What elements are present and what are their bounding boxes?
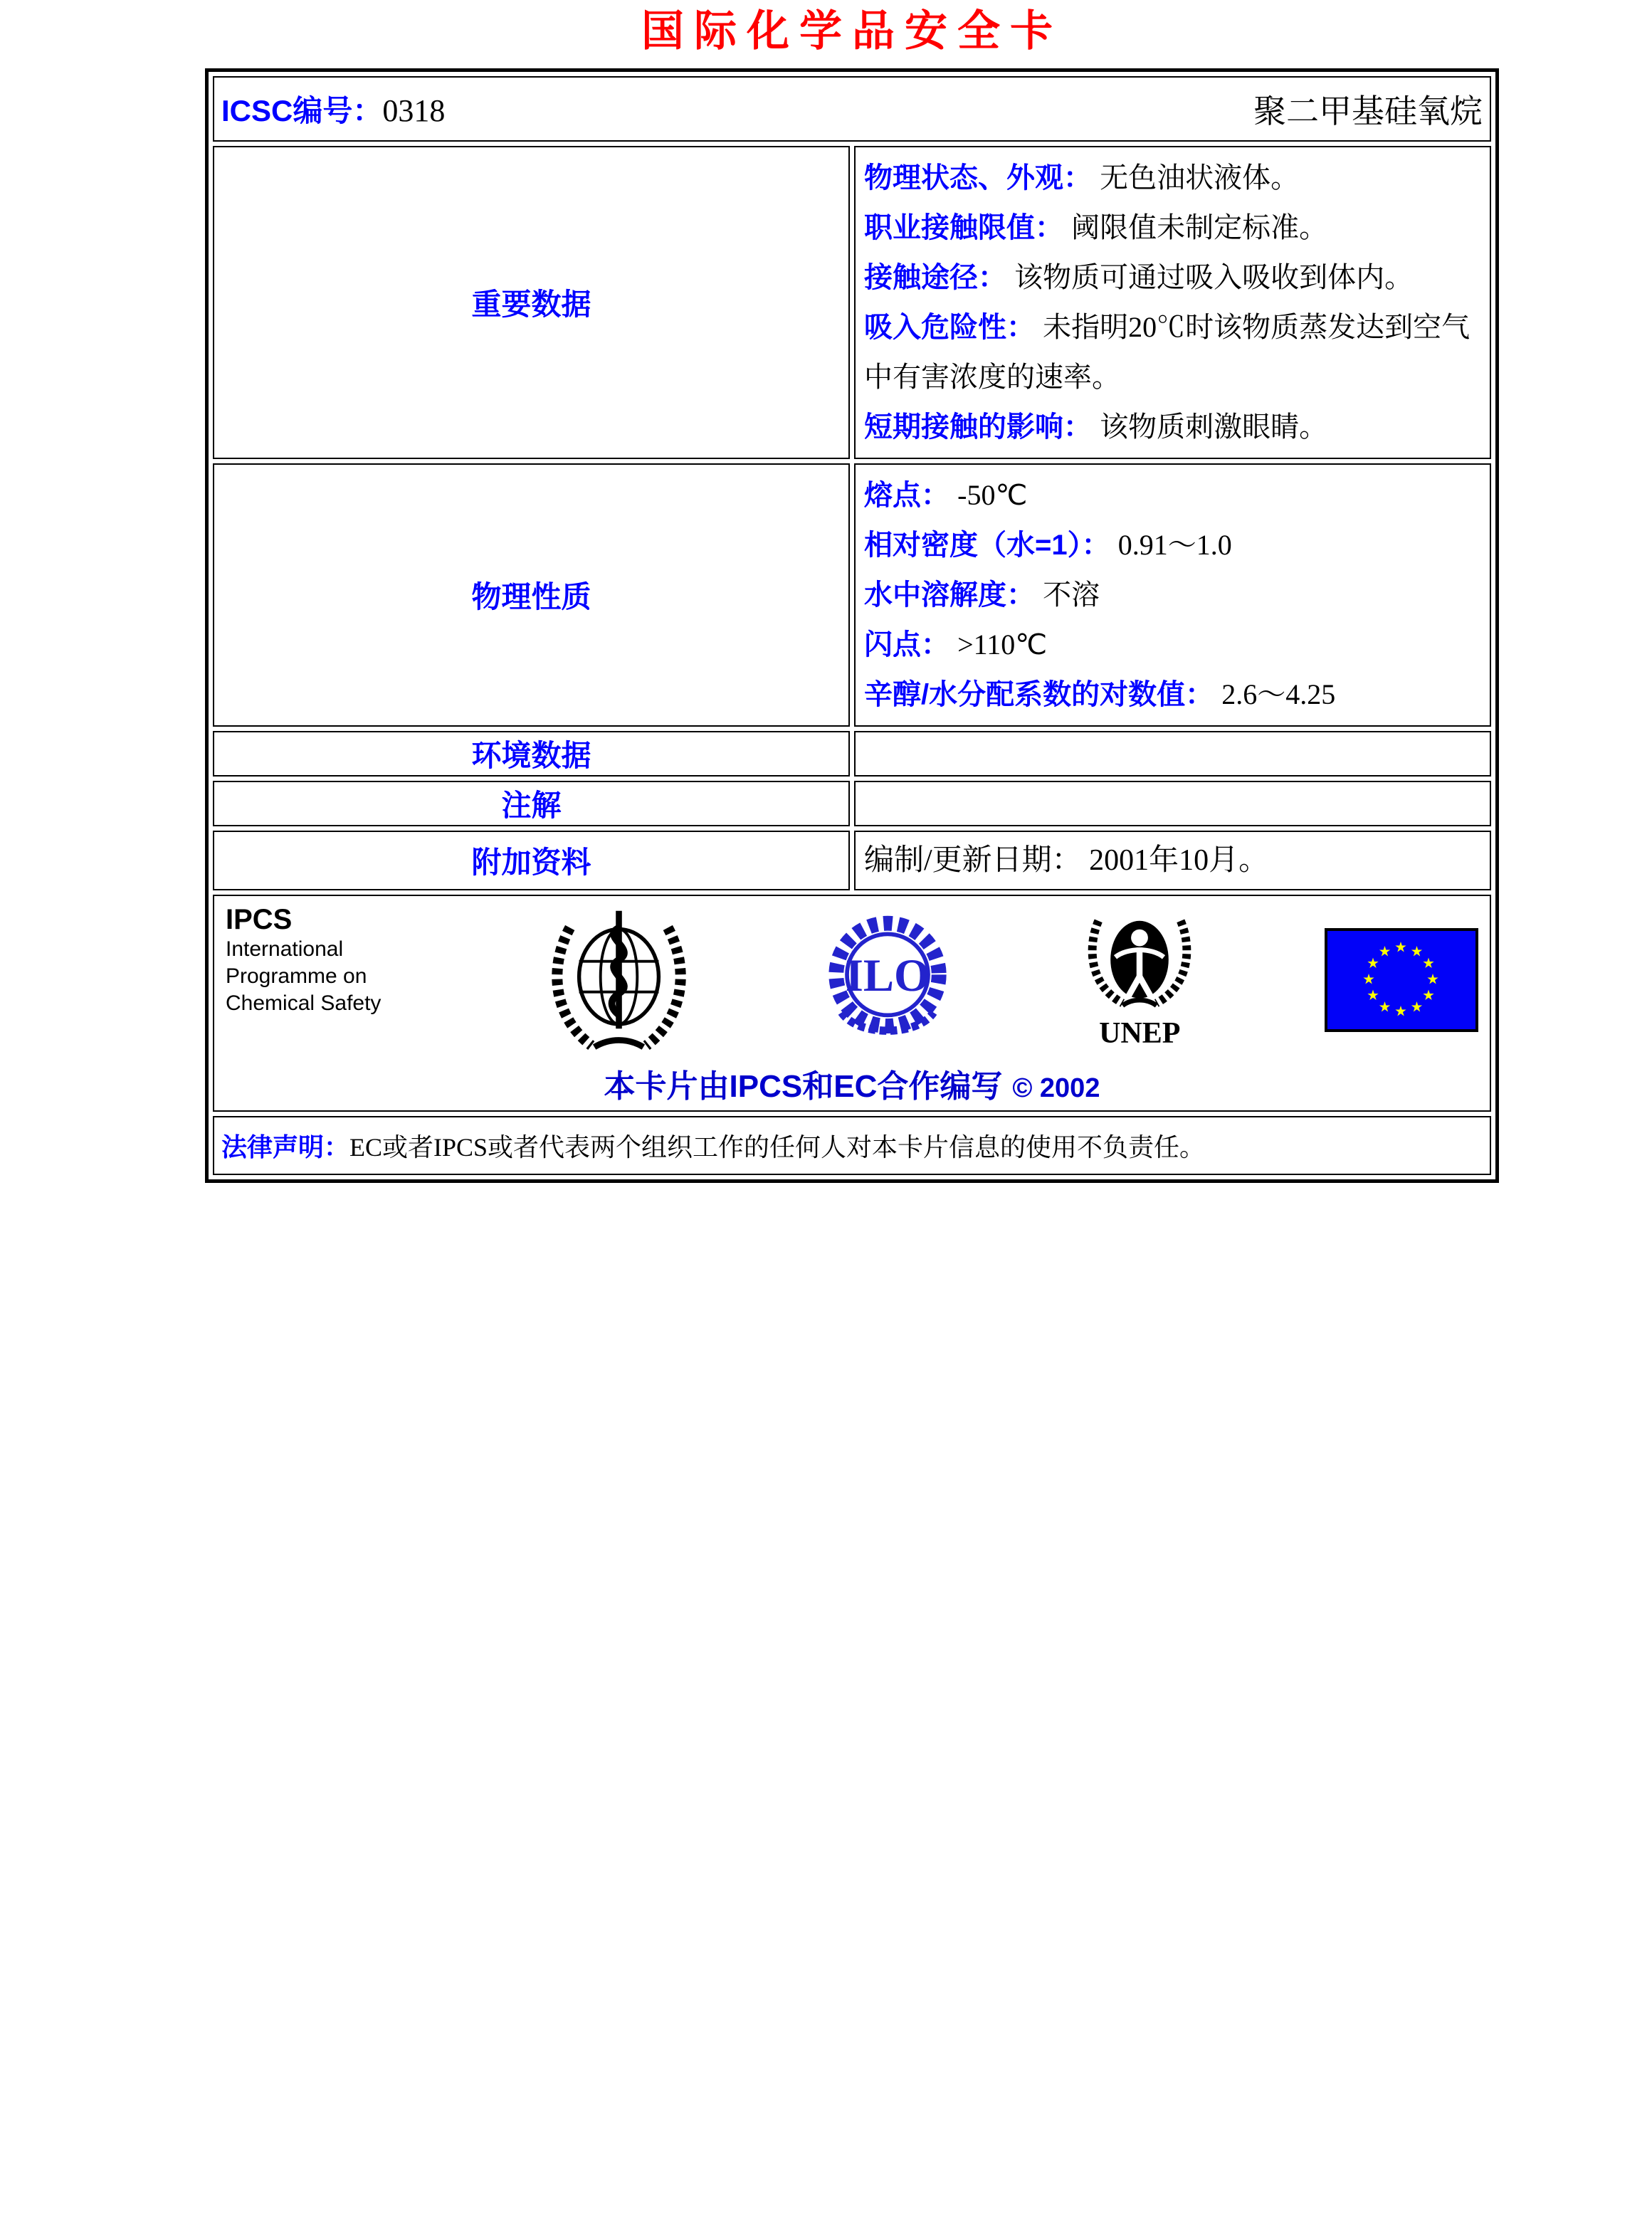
copyright-text: © 2002	[1012, 1073, 1100, 1103]
line-label: 相对密度（水=1）：	[864, 530, 1110, 561]
line-value: 该物质刺激眼睛。	[1100, 411, 1328, 443]
line-label: 接触途径：	[864, 262, 1006, 293]
eu-flag-icon	[1325, 928, 1478, 1032]
legal-row	[213, 1116, 1491, 1175]
ipcs-name-line: Programme on	[226, 964, 367, 988]
ipcs-name-line: International	[226, 937, 344, 961]
line-value: 该物质可通过吸入吸收到体内。	[1014, 261, 1414, 293]
legal-text: EC或者IPCS或者代表两个组织工作的任何人对本卡片信息的使用不负责任。	[349, 1133, 1206, 1162]
line-value: 阈限值未制定标准。	[1071, 211, 1328, 243]
legal-label: 法律声明：	[221, 1132, 350, 1162]
ilo-icon	[820, 912, 955, 1048]
line-label: 闪点：	[864, 629, 949, 660]
icsc-number-value: 0318	[382, 93, 446, 128]
header-row	[213, 76, 1491, 142]
line-value: 未指明20℃时该物质蒸发达到空气中有害浓度的速率。	[864, 311, 1471, 393]
credit-text: 本卡片由IPCS和EC合作编写	[604, 1069, 1003, 1104]
data-line	[864, 253, 1481, 302]
section-row-additional-info	[213, 831, 1491, 890]
line-label: 吸入危险性：	[864, 312, 1035, 343]
data-line	[864, 402, 1481, 452]
ipcs-text-block	[226, 903, 418, 1017]
chemical-name: 聚二甲基硅氧烷	[1253, 93, 1483, 130]
section-label-notes: 注解	[213, 781, 850, 826]
footer-cell	[213, 895, 1491, 1112]
section-row-important-data	[213, 146, 1491, 459]
section-row-physical-properties	[213, 463, 1491, 727]
line-value: 无色油状液体。	[1100, 162, 1300, 194]
data-line	[864, 203, 1481, 253]
ipcs-name-line: Chemical Safety	[226, 991, 382, 1015]
legal-cell	[213, 1116, 1491, 1175]
section-row-notes	[213, 781, 1491, 826]
ipcs-acronym: IPCS	[226, 904, 293, 935]
unep-icon	[1079, 911, 1200, 1049]
data-line	[864, 570, 1481, 620]
line-value: 0.91～1.0	[1117, 529, 1232, 561]
line-value: 2.6～4.25	[1221, 678, 1336, 710]
line-value: >110℃	[957, 628, 1048, 660]
section-label-important-data: 重要数据	[213, 146, 850, 459]
section-label-additional-info: 附加资料	[213, 831, 850, 890]
icsc-number-group	[221, 88, 445, 130]
data-line	[864, 620, 1481, 670]
line-label: 物理状态、外观：	[864, 162, 1092, 194]
footer-row	[213, 895, 1491, 1112]
icsc-table	[209, 72, 1495, 1179]
line-label: 职业接触限值：	[864, 212, 1063, 243]
page-title: 国际化学品安全卡	[641, 7, 1063, 55]
section-content-physical-properties	[854, 463, 1491, 727]
update-date-line: 编制/更新日期： 2001年10月。	[864, 844, 1269, 877]
data-line	[864, 153, 1481, 203]
section-label-environmental-data: 环境数据	[213, 731, 850, 777]
section-row-environmental-data	[213, 731, 1491, 777]
line-label: 熔点：	[864, 480, 949, 511]
section-content-additional-info	[854, 831, 1491, 890]
credit-line	[226, 1060, 1478, 1106]
section-content-environmental-data	[854, 731, 1491, 777]
line-label: 短期接触的影响：	[864, 411, 1092, 443]
data-line	[864, 470, 1481, 520]
ilo-letters: ILO	[845, 949, 930, 1001]
header-cell	[213, 76, 1491, 142]
data-line	[864, 302, 1481, 402]
line-value: -50℃	[957, 479, 1028, 511]
line-label: 水中溶解度：	[864, 579, 1035, 611]
line-value: 不溶	[1043, 579, 1100, 611]
section-content-important-data	[854, 146, 1491, 459]
section-content-notes	[854, 781, 1491, 826]
line-label: 辛醇/水分配系数的对数值：	[864, 679, 1214, 710]
data-line	[864, 520, 1481, 570]
section-label-physical-properties: 物理性质	[213, 463, 850, 727]
unep-label: UNEP	[1099, 1016, 1181, 1050]
icsc-card	[205, 68, 1499, 1183]
who-icon	[542, 903, 695, 1056]
icsc-number-label: ICSC编号：	[221, 94, 383, 127]
data-line	[864, 670, 1481, 720]
